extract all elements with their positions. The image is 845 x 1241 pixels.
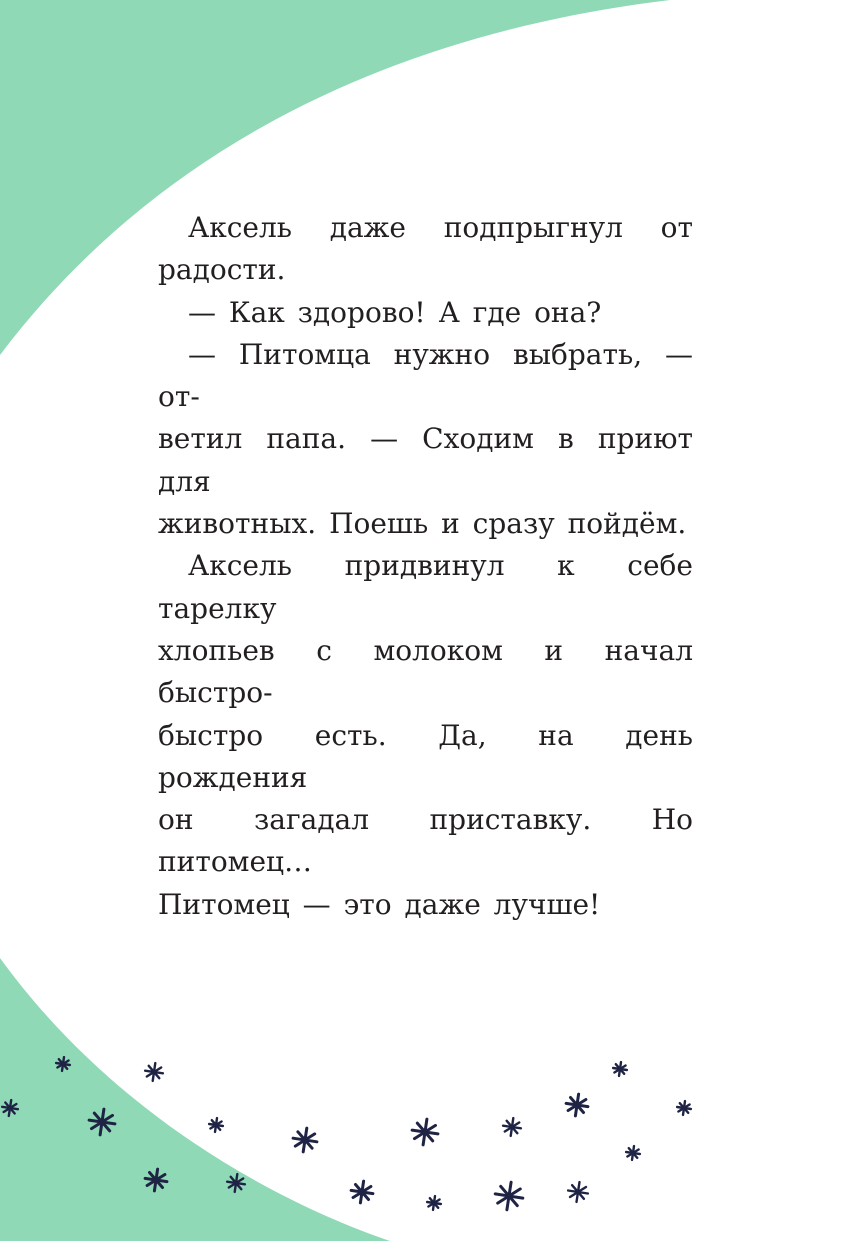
- star-icon: [145, 1063, 163, 1081]
- star-icon: [677, 1101, 691, 1115]
- paragraph-line: Аксель даже подпрыгнул от радости.: [158, 211, 693, 287]
- star-icon: [613, 1062, 627, 1076]
- paragraph-line: хлопьев с молоком и начал быстро-: [158, 633, 693, 710]
- star-icon: [351, 1181, 373, 1203]
- star-icon: [503, 1118, 521, 1136]
- star-icon: [626, 1146, 640, 1160]
- star-icon: [427, 1196, 441, 1210]
- star-icon: [495, 1182, 523, 1210]
- paragraph-line: Питомец — это даже лучше!: [158, 887, 601, 921]
- paragraph-line: ветил папа. — Сходим в приют для: [158, 422, 693, 498]
- story-text: [158, 207, 693, 926]
- bottom-green-arc: [0, 958, 390, 1241]
- star-icon: [293, 1128, 317, 1152]
- star-icon: [209, 1118, 223, 1132]
- star-icon: [566, 1094, 588, 1116]
- paragraph-line: животных. Поешь и сразу пойдём.: [158, 507, 687, 541]
- star-icon: [412, 1119, 438, 1145]
- paragraph-line: Аксель придвинул к себе тарелку: [158, 549, 693, 625]
- star-icon: [568, 1182, 588, 1202]
- paragraph-line: — Питомца нужно выбрать, — от-: [158, 337, 693, 414]
- paragraph-line: — Как здорово! А где она?: [188, 295, 602, 329]
- paragraph-line: он загадал приставку. Но питомец…: [158, 803, 693, 879]
- paragraph-line: быстро есть. Да, на день рождения: [158, 718, 693, 794]
